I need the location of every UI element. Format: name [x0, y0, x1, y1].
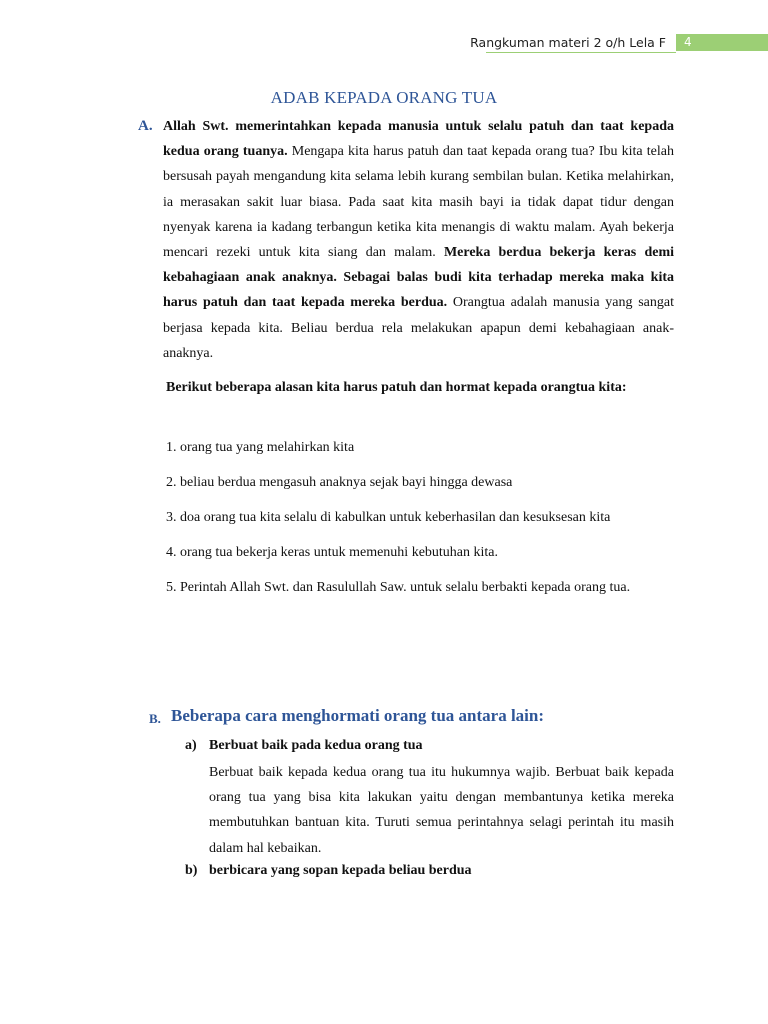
sub-item-b-marker: b): [185, 863, 198, 878]
reasons-intro: Berikut beberapa alasan kita harus patuh dan hormat kepada orangtua kita:: [166, 380, 627, 395]
reason-item-2: 2. beliau berdua mengasuh anaknya sejak bayi hingga dewasa: [166, 475, 513, 490]
section-b-heading: Beberapa cara menghormati orang tua antara lain:: [171, 706, 545, 725]
page-number: 4: [676, 34, 768, 51]
section-a-bold-1: Allah Swt. memerintahkan kepada manusia untuk selalu patuh dan taat kepada kedua orang tuanya.: [163, 119, 674, 160]
section-a-bold-2: Mereka berdua bekerja keras demi kebahagiaan anak anaknya. Sebagai balas budi kita terhadap mereka maka kita harus patuh dan taat kepada mereka berdua.: [163, 245, 675, 311]
sub-item-a-title: Berbuat baik pada kedua orang tua: [209, 738, 423, 753]
section-a-text-2: Orangtua adalah manusia yang sangat berjasa kepada kita. Beliau berdua rela melakukan apapun demi kebahagiaan anak-anaknya.: [163, 295, 674, 361]
section-a-paragraph: [163, 114, 674, 366]
header-rule: [486, 52, 676, 53]
section-b-marker: B.: [149, 711, 161, 726]
sub-item-a-body: Berbuat baik kepada kedua orang tua itu hukumnya wajib. Berbuat baik kepada orang tua yang bisa kita lakukan yaitu dengan membantunya ketika mereka membutuhkan bantuan kita. Turuti semua perintahnya selagi perintah itu masih dalam hal kebaikan.: [209, 765, 674, 856]
reason-item-5: 5. Perintah Allah Swt. dan Rasulullah Saw. untuk selalu berbakti kepada orang tua.: [166, 580, 631, 595]
reason-item-3: 3. doa orang tua kita selalu di kabulkan untuk keberhasilan dan kesuksesan kita: [166, 510, 611, 525]
reason-item-4: 4. orang tua bekerja keras untuk memenuhi kebutuhan kita.: [166, 545, 499, 560]
sub-item-a-marker: a): [185, 738, 197, 753]
page-header: [0, 33, 768, 53]
document-title: ADAB KEPADA ORANG TUA: [270, 88, 498, 107]
header-title: Rangkuman materi 2 o/h Lela F: [470, 35, 666, 50]
reason-item-1: 1. orang tua yang melahirkan kita: [166, 440, 355, 455]
sub-item-b-title: berbicara yang sopan kepada beliau berdua: [209, 863, 472, 878]
section-a-marker: A.: [138, 118, 153, 134]
section-a-text-1: Mengapa kita harus patuh dan taat kepada orang tua? Ibu kita telah bersusah payah mengandung kita selama lebih kurang sembilan bulan. Ketika melahirkan, ia merasakan sakit luar biasa. Pada saat kita masih bayi ia tidak dapat tidur dengan nyenyak karena ia kadang terbangun ketika kita menangis di waktu malam. Ayah bekerja mencari rezeki untuk kita siang dan malam.: [163, 144, 674, 261]
